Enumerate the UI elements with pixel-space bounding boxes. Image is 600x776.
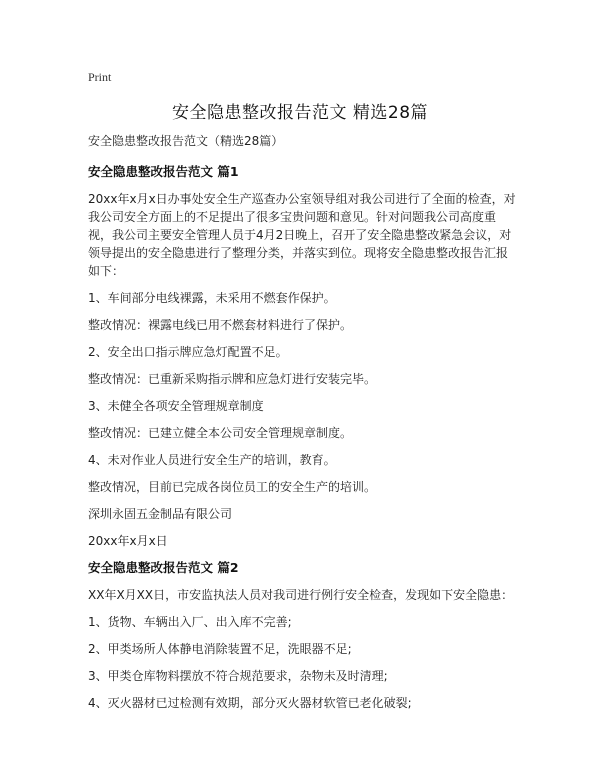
section-heading-2: 安全隐患整改报告范文 篇2 xyxy=(88,560,239,575)
section1-item: 整改情况：裸露电线已用不燃套材料进行了保护。 xyxy=(88,318,353,332)
section1-item: 3、未健全各项安全管理规章制度 xyxy=(88,399,264,413)
report-date: 20xx年x月x日 xyxy=(88,534,168,548)
section1-item: 4、未对作业人员进行安全生产的培训，教育。 xyxy=(88,453,336,467)
section2-item: 4、灭火器材已过检测有效期，部分灭火器材软管已老化破裂; xyxy=(88,696,412,710)
section-heading-1: 安全隐患整改报告范文 篇1 xyxy=(88,164,239,179)
section1-item: 整改情况，目前已完成各岗位员工的安全生产的培训。 xyxy=(88,480,377,494)
section2-item: 3、甲类仓库物料摆放不符合规范要求，杂物未及时清理; xyxy=(88,669,388,683)
section2-item: XX年X月XX日，市安监执法人员对我司进行例行安全检查，发现如下安全隐患： xyxy=(88,588,514,602)
section1-item: 1、车间部分电线裸露，未采用不燃套作保护。 xyxy=(88,291,336,305)
section2-item: 2、甲类场所人体静电消除装置不足，洗眼器不足; xyxy=(88,642,352,656)
section2-item: 1、货物、车辆出入厂、出入库不完善; xyxy=(88,615,292,629)
document-body xyxy=(88,132,518,721)
section1-item: 2、安全出口指示牌应急灯配置不足。 xyxy=(88,345,288,359)
document-subtitle: 安全隐患整改报告范文（精选28篇） xyxy=(88,134,284,148)
print-label[interactable]: Print xyxy=(88,70,112,84)
section1-intro-paragraph: 20xx年x月x日办事处安全生产巡查办公室领导组对我公司进行了全面的检查，对我公司安全方面上的不足提出了很多宝贵问题和意见。针对问题我公司高度重视，我公司主要安全管理人员于4月2日晚上，召开了安全隐患整改紧急会议，对领导提出的安全隐患进行了整理分类，并落实到位。现将安全隐患整改报告汇报如下： xyxy=(88,192,516,278)
page-title: 安全隐患整改报告范文 精选28篇 xyxy=(171,103,429,123)
section1-item: 整改情况：已建立健全本公司安全管理规章制度。 xyxy=(88,426,353,440)
company-name: 深圳永固五金制品有限公司 xyxy=(88,507,233,521)
section1-item: 整改情况：已重新采购指示牌和应急灯进行安装完毕。 xyxy=(88,372,377,386)
